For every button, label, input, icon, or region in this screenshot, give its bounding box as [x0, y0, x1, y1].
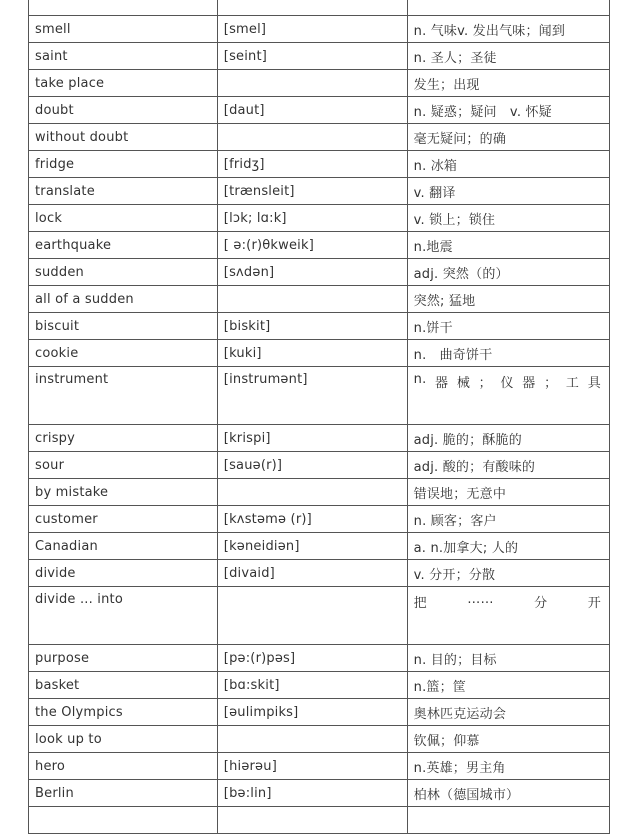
phonetic-cell — [217, 479, 407, 506]
meaning-cell: n.篮；筐 — [407, 672, 609, 699]
table-row — [29, 313, 610, 340]
table-row — [29, 178, 610, 205]
meaning-cell: v. 翻译 — [407, 178, 609, 205]
meaning-cell: n.饼干 — [407, 313, 609, 340]
table-row — [29, 807, 610, 834]
meaning-cell: adj. 脆的；酥脆的 — [407, 425, 609, 452]
meaning-cell: a. n.加拿大; 人的 — [407, 533, 609, 560]
word-cell: translate — [29, 178, 218, 205]
meaning-cell: n.地震 — [407, 232, 609, 259]
word-cell: basket — [29, 672, 218, 699]
meaning-token: 仪 — [500, 376, 514, 391]
phonetic-cell — [217, 587, 407, 645]
word-cell — [29, 0, 218, 16]
phonetic-cell: [sauə(r)] — [217, 452, 407, 479]
table-row — [29, 259, 610, 286]
table-row — [29, 0, 610, 16]
phonetic-cell: [instrumənt] — [217, 367, 407, 425]
table-row — [29, 533, 610, 560]
meaning-cell: n.英雄；男主角 — [407, 753, 609, 780]
phonetic-cell: [bɑ:skit] — [217, 672, 407, 699]
word-cell: crispy — [29, 425, 218, 452]
word-cell: the Olympics — [29, 699, 218, 726]
table-row — [29, 340, 610, 367]
word-cell: look up to — [29, 726, 218, 753]
meaning-cell: v. 分开；分散 — [407, 560, 609, 587]
table-row — [29, 205, 610, 232]
table-row — [29, 97, 610, 124]
meaning-cell: n. 曲奇饼干 — [407, 340, 609, 367]
word-cell: customer — [29, 506, 218, 533]
phonetic-cell: [fridʒ] — [217, 151, 407, 178]
meaning-cell: n. 圣人；圣徒 — [407, 43, 609, 70]
meaning-cell — [407, 367, 609, 425]
meaning-token: ； — [544, 376, 558, 391]
phonetic-cell: [trænsleit] — [217, 178, 407, 205]
table-row — [29, 425, 610, 452]
word-cell: Canadian — [29, 533, 218, 560]
word-cell: instrument — [29, 367, 218, 425]
word-cell: all of a sudden — [29, 286, 218, 313]
phonetic-cell: [bə:lin] — [217, 780, 407, 807]
meaning-cell — [407, 587, 609, 645]
table-row — [29, 70, 610, 97]
word-cell: without doubt — [29, 124, 218, 151]
phonetic-cell — [217, 807, 407, 834]
meaning-token: 械 — [456, 376, 471, 391]
meaning-cell: 奥林匹克运动会 — [407, 699, 609, 726]
table-row — [29, 753, 610, 780]
word-cell: biscuit — [29, 313, 218, 340]
meaning-cell: v. 锁上；锁住 — [407, 205, 609, 232]
meaning-cell — [407, 0, 609, 16]
meaning-token: 开 — [587, 596, 601, 611]
table-row — [29, 232, 610, 259]
table-row — [29, 587, 610, 645]
table-row — [29, 506, 610, 533]
meaning-cell: adj. 突然（的） — [407, 259, 609, 286]
meaning-token: 工 — [565, 376, 580, 391]
phonetic-cell — [217, 286, 407, 313]
meaning-justified-text — [414, 592, 603, 611]
table-row — [29, 367, 610, 425]
meaning-cell: 钦佩；仰慕 — [407, 726, 609, 753]
word-cell: cookie — [29, 340, 218, 367]
meaning-cell: 错误地；无意中 — [407, 479, 609, 506]
phonetic-cell: [ ə:(r)θkweik] — [217, 232, 407, 259]
phonetic-cell — [217, 70, 407, 97]
phonetic-cell: [kuki] — [217, 340, 407, 367]
word-cell: doubt — [29, 97, 218, 124]
meaning-cell: 柏林（德国城市） — [407, 780, 609, 807]
meaning-cell: n. 冰箱 — [407, 151, 609, 178]
phonetic-cell: [kəneidiən] — [217, 533, 407, 560]
word-cell: lock — [29, 205, 218, 232]
meaning-token: 把 — [413, 596, 427, 611]
phonetic-cell: [sʌdən] — [217, 259, 407, 286]
vocabulary-table-body — [29, 0, 610, 834]
meaning-justified-text — [414, 372, 603, 391]
table-row — [29, 672, 610, 699]
table-row — [29, 645, 610, 672]
phonetic-cell: [hiərəu] — [217, 753, 407, 780]
word-cell: sudden — [29, 259, 218, 286]
table-row — [29, 452, 610, 479]
word-cell: fridge — [29, 151, 218, 178]
word-cell — [29, 807, 218, 834]
phonetic-cell: [smel] — [217, 16, 407, 43]
table-row — [29, 699, 610, 726]
word-cell: saint — [29, 43, 218, 70]
meaning-token: n. — [413, 372, 427, 387]
meaning-token: 具 — [587, 376, 601, 391]
word-cell: by mistake — [29, 479, 218, 506]
meaning-cell — [407, 807, 609, 834]
table-row — [29, 479, 610, 506]
phonetic-cell — [217, 0, 407, 16]
phonetic-cell: [kʌstəmə (r)] — [217, 506, 407, 533]
phonetic-cell: [divaid] — [217, 560, 407, 587]
word-cell: purpose — [29, 645, 218, 672]
word-cell: hero — [29, 753, 218, 780]
meaning-cell: 毫无疑问；的确 — [407, 124, 609, 151]
phonetic-cell — [217, 726, 407, 753]
vocabulary-table — [28, 0, 610, 834]
word-cell: smell — [29, 16, 218, 43]
meaning-cell: adj. 酸的；有酸味的 — [407, 452, 609, 479]
meaning-token: …… — [467, 592, 494, 607]
meaning-token: 器 — [522, 376, 536, 391]
phonetic-cell: [əulimpiks] — [217, 699, 407, 726]
phonetic-cell: [pə:(r)pəs] — [217, 645, 407, 672]
table-row — [29, 726, 610, 753]
meaning-token: ； — [478, 376, 492, 391]
table-row — [29, 124, 610, 151]
phonetic-cell: [seint] — [217, 43, 407, 70]
meaning-cell: n. 目的；目标 — [407, 645, 609, 672]
word-cell: sour — [29, 452, 218, 479]
phonetic-cell: [biskit] — [217, 313, 407, 340]
table-row — [29, 16, 610, 43]
phonetic-cell: [krispi] — [217, 425, 407, 452]
meaning-cell: 发生；出现 — [407, 70, 609, 97]
table-row — [29, 780, 610, 807]
meaning-token: 分 — [534, 596, 548, 611]
meaning-cell: 突然; 猛地 — [407, 286, 609, 313]
word-cell: earthquake — [29, 232, 218, 259]
meaning-cell: n. 顾客；客户 — [407, 506, 609, 533]
table-row — [29, 43, 610, 70]
phonetic-cell: [daut] — [217, 97, 407, 124]
meaning-cell: n. 疑惑；疑问 v. 怀疑 — [407, 97, 609, 124]
word-cell: Berlin — [29, 780, 218, 807]
table-row — [29, 151, 610, 178]
meaning-token: 器 — [435, 376, 449, 391]
word-cell: divide ... into — [29, 587, 218, 645]
meaning-cell: n. 气味v. 发出气味；闻到 — [407, 16, 609, 43]
word-cell: divide — [29, 560, 218, 587]
phonetic-cell: [lɔk; lɑ:k] — [217, 205, 407, 232]
phonetic-cell — [217, 124, 407, 151]
word-cell: take place — [29, 70, 218, 97]
table-row — [29, 560, 610, 587]
table-row — [29, 286, 610, 313]
